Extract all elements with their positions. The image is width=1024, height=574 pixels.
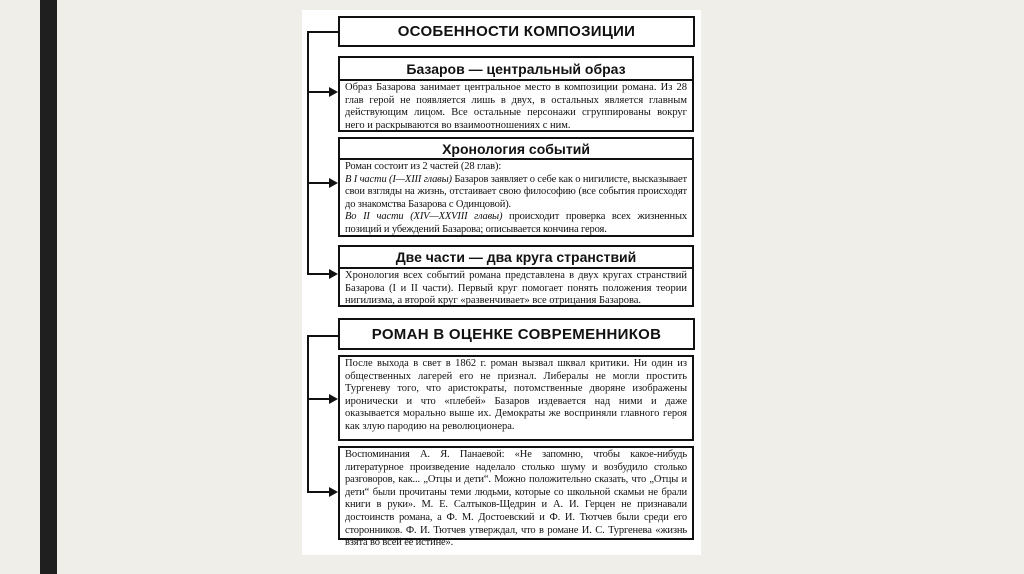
- left-decorative-bar: [40, 0, 57, 574]
- section-title-contemporaries: [338, 318, 695, 350]
- paragraph: Роман состоит из 2 частей (28 глав):: [345, 161, 502, 172]
- block-text-two-circles: [338, 267, 694, 307]
- arrow-right-icon: [329, 394, 338, 404]
- block-heading-text: Хронология событий: [442, 140, 590, 157]
- connector-line: [307, 91, 330, 93]
- arrow-right-icon: [329, 269, 338, 279]
- paragraph: Воспоминания А. Я. Панаевой: «Не запомню, чтобы какое-нибудь литературное произведение наделало столько шуму и возбудило столько разговоров, как... „Отцы и дети“. Можно положительно сказать, что „Отцы и дети“ были прочитаны теми людьми, которые со школьной скамьи не брали книги в руки». М. Е. Салтыков-Щедрин и А. И. Герцен не признавали достоинств романа, а Ф. М. Достоевский и Ф. И. Тютчев были среди его сторонников. Ф. И. Тютчев утверждал, что в романе И. С. Тургенева «жизнь взята во всей её истине».: [345, 449, 687, 549]
- block-text-memoirs: [338, 446, 694, 549]
- connector-line: [307, 31, 338, 33]
- paragraph: Образ Базарова занимает центральное место в композиции романа. Из 28 глав герой не появляется лишь в двух, в остальных является главным действующим лицом. Все остальные персонажи сгруппированы вокруг него и раскрываются во взаимоотношениях с ним.: [345, 82, 687, 131]
- block-heading-text: Две части — два круга странствий: [395, 249, 637, 265]
- block-heading-chronology: [338, 137, 694, 160]
- paragraph: Хронология всех событий романа представлена в двух кругах странствий Базарова (I и II части). Первый круг помогает понять положения теории нигилизма, а второй круг «развенчивает» все отрицания Базарова.: [345, 270, 687, 307]
- section-title-text: ОСОБЕННОСТИ КОМПОЗИЦИИ: [397, 23, 636, 40]
- connector-line: [307, 273, 330, 275]
- part-text: Базаров заявляет о себе как о нигилисте, высказывает свои взгляды на жизнь, отстаивает свою философию (все события происходят до знакомства Базарова с Одинцовой).: [345, 173, 687, 210]
- block-heading-two-circles: [338, 245, 694, 269]
- connector-line: [307, 335, 338, 337]
- part-text: происходит проверка всех жизненных позиций и убеждений Базарова; описывается кончина героя.: [345, 211, 687, 235]
- connector-line: [307, 398, 330, 400]
- part-label: В I части (I—XIII главы): [345, 173, 452, 185]
- paragraph: [345, 211, 687, 236]
- block-heading-text: Базаров — центральный образ: [406, 60, 626, 77]
- arrow-right-icon: [329, 178, 338, 188]
- connector-line: [307, 31, 309, 274]
- section-title-text: РОМАН В ОЦЕНКЕ СОВРЕМЕННИКОВ: [371, 325, 662, 343]
- paragraph: [345, 174, 687, 212]
- arrow-right-icon: [329, 487, 338, 497]
- connector-line: [307, 182, 330, 184]
- paragraph: После выхода в свет в 1862 г. роман вызвал шквал критики. Ни один из общественных лагерей его не признал. Либералы не могли простить Тургеневу того, что аристократы, потомственные дворяне изображены иронически и что «плебей» Базаров издевается над ними и даже оказывается морально выше их. Демократы же восприняли главного героя как злую пародию на революционера.: [345, 358, 687, 432]
- block-text-criticism: [338, 355, 694, 441]
- arrow-right-icon: [329, 87, 338, 97]
- block-text-chronology: [338, 158, 694, 237]
- block-heading-central-image: [338, 56, 694, 81]
- connector-line: [307, 491, 330, 493]
- section-title-composition: [338, 16, 695, 47]
- part-label: Во II части (XIV—XXVIII главы): [345, 211, 503, 223]
- block-text-central-image: [338, 79, 694, 132]
- connector-line: [307, 335, 309, 492]
